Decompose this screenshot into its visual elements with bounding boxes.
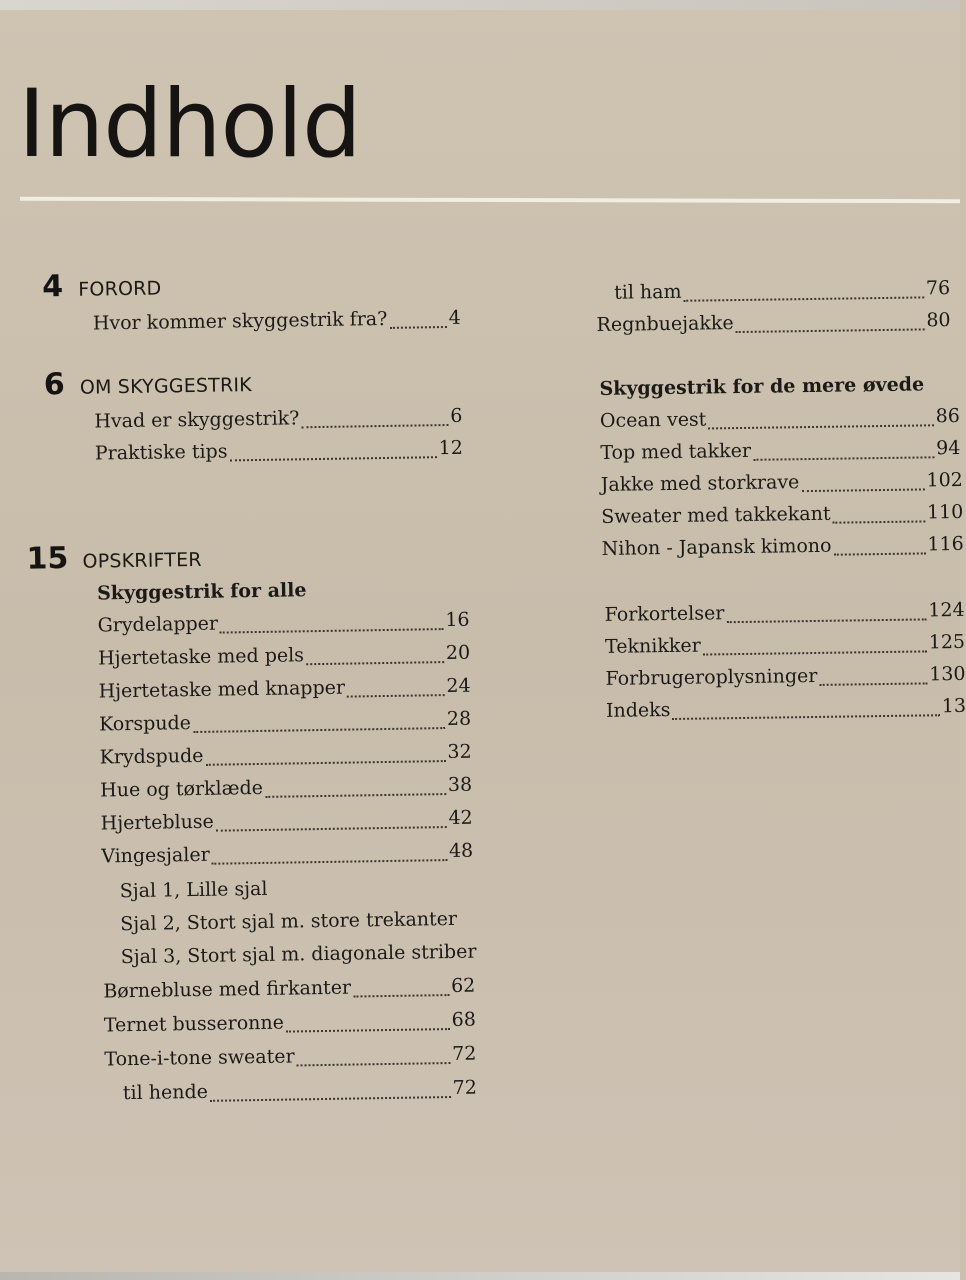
entry-label: Krydspude [99,744,204,769]
dot-leader [833,520,925,523]
toc-entry[interactable] [101,840,473,874]
entry-page: 16 [445,608,470,632]
section-title: OM SKYGGESTRIK [79,374,253,399]
entry-label: Hue og tørklæde [100,776,264,802]
section-title: FORORD [78,277,162,301]
dot-leader [703,650,927,655]
toc-entry[interactable] [99,741,471,775]
toc-section-forord [0,262,480,335]
dot-leader [708,424,933,429]
dot-leader [389,326,446,329]
dot-leader [230,456,437,461]
toc-sub-entry[interactable]: Sjal 3, Stort sjal m. diagonale striber [120,940,477,969]
toc-entry[interactable] [600,437,960,470]
toc-entry[interactable] [123,1077,477,1111]
entry-page: 130 [929,662,966,686]
dot-leader [265,793,446,798]
entry-label: Hjertebluse [100,810,215,835]
toc-entry[interactable] [98,642,470,676]
toc-entry[interactable] [93,307,461,341]
dot-leader [286,1028,450,1033]
toc-entry[interactable] [601,469,963,502]
entry-label: Top med takker [600,439,752,464]
entry-label: Indeks [605,699,671,722]
entry-page: 80 [926,309,951,332]
toc-sub-entry[interactable]: Sjal 1, Lille sjal [119,877,268,903]
toc-right-column [596,277,966,722]
entry-label: Praktiske tips [94,440,228,465]
section-number: 15 [26,540,69,577]
page-bottom-edge [0,1272,960,1280]
dot-leader [206,760,446,766]
subheading: Skyggestrik for de mere øvede [599,373,925,400]
entry-label: Forkortelser [604,602,725,626]
entry-page: 68 [451,1008,477,1031]
entry-page: 6 [450,404,463,427]
dot-leader [302,424,449,428]
toc-entry[interactable] [103,975,475,1009]
dot-leader [347,694,444,698]
entry-label: til hende [122,1080,209,1105]
entry-label: Hjertetaske med knapper [98,676,346,703]
entry-page: 76 [925,277,951,300]
entry-label: Grydelapper [97,612,219,637]
entry-label: Korspude [98,712,192,736]
dot-leader [726,618,926,623]
toc-entry[interactable] [104,1043,476,1077]
toc-entry[interactable] [600,405,960,438]
section-number: 6 [43,367,65,403]
entry-page: 20 [445,641,471,665]
entry-label: Børnebluse med firkanter [103,976,352,1003]
toc-left-column [0,262,480,1105]
dot-leader [210,1096,451,1102]
toc-entry[interactable] [101,807,473,841]
entry-page: 72 [452,1042,477,1065]
entry-page: 62 [450,974,476,998]
entry-page: 116 [927,532,964,556]
toc-section-opskrifter [4,534,484,1105]
toc-entry[interactable] [104,1009,476,1043]
entry-page: 102 [926,468,963,492]
dot-leader [834,552,926,555]
entry-page: 124 [928,598,965,622]
entry-page: 24 [446,674,471,698]
entry-page: 48 [448,839,474,863]
toc-sub-entry[interactable]: Sjal 2, Stort sjal m. store trekanter [120,907,458,936]
entry-label: til ham [613,280,682,304]
entry-page: 110 [926,500,964,524]
entry-label: Hjertetaske med pels [97,644,305,670]
dot-leader [673,714,940,720]
toc-section-om-skyggestrik [2,360,482,465]
page-title: Indhold [18,70,361,179]
dot-leader [212,859,447,865]
entry-page: 86 [935,404,961,428]
entry-page: 38 [447,773,473,797]
entry-label: Hvad er skyggestrik? [94,407,300,433]
entry-label: Sweater med takkekant [601,502,831,528]
toc-entry[interactable] [100,774,472,808]
toc-entry[interactable] [601,501,963,534]
entry-page: 72 [452,1076,478,1099]
toc-entry[interactable] [99,708,471,742]
toc-entry[interactable] [95,437,463,471]
toc-entry[interactable] [98,675,470,709]
entry-label: Teknikker [604,634,701,658]
entry-label: Tone-i-tone sweater [104,1045,295,1071]
toc-entry[interactable] [605,663,965,696]
dot-leader [736,328,925,333]
entry-page: 28 [446,707,472,731]
entry-label: Ocean vest [599,408,707,432]
dot-leader [353,994,449,998]
toc-entry[interactable] [94,405,462,439]
entry-label: Nihon - Japansk kimono [601,534,832,560]
dot-leader [819,682,927,686]
toc-entry[interactable] [97,609,469,643]
subheading: Skyggestrik for alle [96,579,307,605]
dot-leader [193,727,445,733]
entry-label: Jakke med storkrave [600,471,800,496]
entry-label: Hvor kommer skyggestrik fra? [92,307,388,335]
entry-page: 42 [448,806,473,830]
entry-label: Forbrugeroplysninger [605,664,818,690]
entry-page: 94 [936,436,961,460]
toc-entry[interactable] [602,533,964,566]
title-divider [20,197,960,203]
dot-leader [306,661,444,665]
section-number: 4 [41,269,64,305]
toc-entry[interactable] [606,695,966,728]
entry-page: 12 [438,436,464,460]
entry-label: Regnbuejakke [596,312,734,336]
dot-leader [684,296,924,301]
entry-label: Vingesjaler [101,843,210,868]
page-top-edge [0,0,960,10]
dot-leader [297,1062,451,1066]
toc-entry[interactable] [596,309,950,342]
entry-page: 125 [928,630,966,654]
dot-leader [753,456,934,461]
entry-page: 13 [941,694,966,718]
toc-entry[interactable] [604,599,964,632]
toc-entry[interactable] [614,277,950,310]
toc-entry[interactable] [605,631,965,664]
section-title: OPSKRIFTER [82,548,202,573]
entry-label: Ternet busseronne [103,1011,285,1037]
entry-page: 32 [447,740,472,764]
dot-leader [216,826,447,832]
entry-page: 4 [448,306,461,329]
dot-leader [220,628,443,634]
dot-leader [801,488,924,492]
